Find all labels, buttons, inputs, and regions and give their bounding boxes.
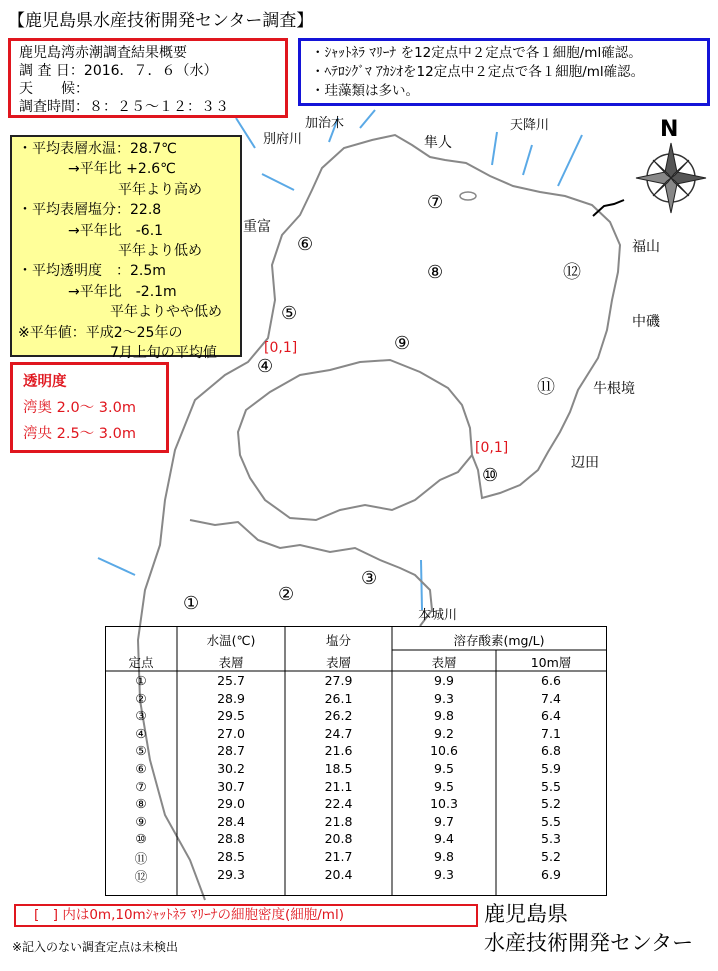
col-subheader-do-10m: 10m層 bbox=[530, 655, 572, 670]
transparency-title: 透明度 bbox=[23, 374, 67, 390]
table-cell-sal: 21.6 bbox=[324, 743, 353, 759]
station-2: ② bbox=[278, 584, 295, 605]
sakurajima-outline bbox=[238, 360, 472, 520]
table-cell-do_10: 5.5 bbox=[541, 813, 561, 829]
table-row bbox=[105, 726, 607, 743]
table-cell-do_s: 9.5 bbox=[434, 778, 454, 794]
table-cell-sal: 18.5 bbox=[324, 761, 353, 776]
table-cell-st: ② bbox=[135, 690, 147, 706]
avg-transparency: ・平均透明度 ：2.5m bbox=[18, 263, 166, 280]
table-row bbox=[105, 761, 607, 778]
place-ushinekyo: 牛根境 bbox=[593, 381, 635, 397]
col-header-temp: 水温(℃) bbox=[206, 633, 256, 648]
table-cell-do_10: 5.2 bbox=[541, 849, 561, 864]
table-cell-st: ⑫ bbox=[134, 868, 148, 884]
table-cell-st: ⑥ bbox=[135, 761, 147, 776]
station-11: ⑪ bbox=[537, 377, 555, 398]
table-cell-do_10: 7.4 bbox=[541, 690, 561, 706]
table-cell-st: ⑨ bbox=[135, 813, 147, 829]
place-amori: 天降川 bbox=[510, 118, 550, 133]
table-cell-sal: 21.7 bbox=[324, 849, 353, 864]
col-header-do: 溶存酸素(mg/L) bbox=[453, 633, 545, 648]
summary-title: 鹿児島湾赤潮調査結果概要 bbox=[19, 45, 187, 61]
table-row bbox=[105, 796, 607, 813]
lower-coastline bbox=[190, 520, 432, 626]
table-cell-do_s: 9.5 bbox=[434, 761, 454, 776]
place-fukuyama: 福山 bbox=[632, 239, 660, 255]
organization-name-2: 水産技術開発センター bbox=[484, 931, 694, 955]
river-line bbox=[98, 558, 135, 575]
table-cell-temp: 30.2 bbox=[217, 761, 245, 776]
avg-salinity: ・平均表層塩分：22.8 bbox=[18, 202, 162, 219]
transparency-box bbox=[10, 362, 169, 453]
table-row bbox=[105, 867, 607, 884]
station-9: ⑨ bbox=[394, 333, 411, 354]
table-row bbox=[105, 743, 607, 760]
observation-line: ・ﾍﾃﾛｼｸﾞﾏ ｱｶｼｵを12定点中２定点で各１細胞/ml確認。 bbox=[311, 64, 645, 80]
avg-temp-note: 平年より高め bbox=[118, 181, 202, 198]
observation-line: ・珪藻類は多い。 bbox=[311, 83, 419, 99]
table-cell-do_10: 7.1 bbox=[541, 725, 561, 741]
table-row bbox=[105, 673, 607, 690]
table-cell-do_s: 10.3 bbox=[430, 796, 458, 812]
table-cell-do_s: 9.3 bbox=[434, 690, 454, 706]
avg-temp-diff: →平年比 +2.6℃ bbox=[68, 161, 176, 178]
col-header-station: 定点 bbox=[128, 655, 154, 670]
table-cell-sal: 27.9 bbox=[324, 673, 353, 688]
table-cell-st: ⑧ bbox=[135, 796, 147, 812]
place-honjo: 本城川 bbox=[418, 608, 458, 623]
table-row bbox=[105, 708, 607, 725]
table-cell-sal: 24.7 bbox=[324, 725, 353, 741]
table-cell-temp: 28.5 bbox=[217, 849, 245, 864]
river-line bbox=[262, 174, 294, 190]
table-cell-temp: 28.8 bbox=[217, 831, 245, 847]
table-cell-do_s: 9.3 bbox=[434, 866, 454, 882]
place-kajiki: 加治木 bbox=[305, 116, 345, 131]
table-cell-st: ⑤ bbox=[135, 743, 147, 759]
station-5: ⑤ bbox=[281, 303, 298, 324]
table-cell-sal: 20.4 bbox=[324, 866, 353, 882]
table-cell-do_s: 9.8 bbox=[434, 708, 454, 724]
survey-time: 調査時間：８：２５～１２：３３ bbox=[19, 99, 229, 115]
compass-north-label: N bbox=[660, 117, 679, 142]
table-cell-temp: 29.5 bbox=[217, 708, 245, 724]
table-cell-do_s: 9.2 bbox=[434, 725, 454, 741]
station-1: ① bbox=[183, 593, 200, 614]
table-cell-do_10: 6.4 bbox=[541, 708, 561, 724]
table-cell-temp: 28.7 bbox=[217, 743, 245, 759]
station-3: ③ bbox=[361, 568, 378, 589]
table-cell-temp: 28.9 bbox=[217, 690, 245, 706]
table-cell-do_s: 9.9 bbox=[434, 673, 454, 688]
station-10: ⑩ bbox=[482, 465, 499, 486]
table-cell-sal: 21.8 bbox=[324, 813, 353, 829]
table-row bbox=[105, 849, 607, 866]
normal-value-note-2: 7月上旬の平均値 bbox=[110, 345, 217, 362]
table-row bbox=[105, 814, 607, 831]
station-4-density-label: [0,1] bbox=[264, 340, 298, 356]
table-cell-do_s: 9.4 bbox=[434, 831, 454, 847]
table-cell-temp: 29.0 bbox=[217, 796, 245, 812]
avg-transparency-note: 平年よりやや低め bbox=[110, 304, 222, 321]
table-cell-temp: 28.4 bbox=[217, 813, 245, 829]
compass-icon bbox=[636, 143, 706, 213]
place-hayato: 隼人 bbox=[424, 135, 452, 151]
col-subheader-sal-surface: 表層 bbox=[325, 655, 351, 670]
station-10-density-label: [0,1] bbox=[475, 440, 509, 456]
table-cell-do_s: 9.8 bbox=[434, 849, 454, 864]
density-note-box: [ ] 内は0m,10mｼｬｯﾄﾈﾗ ﾏﾘｰﾅの細胞密度(細胞/ml) bbox=[14, 904, 478, 927]
page-title: 【鹿児島県水産技術開発センター調査】 bbox=[8, 11, 314, 31]
footnote: ※記入のない調査定点は未検出 bbox=[12, 940, 179, 954]
table-row bbox=[105, 779, 607, 796]
table-cell-do_10: 5.9 bbox=[541, 761, 561, 776]
table-row bbox=[105, 691, 607, 708]
table-cell-do_s: 10.6 bbox=[430, 743, 458, 759]
place-hetada: 辺田 bbox=[571, 455, 599, 471]
table-cell-do_10: 5.3 bbox=[541, 831, 561, 847]
river-line bbox=[421, 560, 422, 610]
place-nakaiso: 中磯 bbox=[632, 314, 660, 330]
table-cell-st: ④ bbox=[135, 725, 147, 741]
avg-salinity-diff: →平年比 -6.1 bbox=[68, 222, 164, 239]
table-cell-temp: 25.7 bbox=[217, 673, 245, 688]
table-cell-st: ⑦ bbox=[135, 778, 147, 794]
transparency-central-bay: 湾央 2.5～ 3.0m bbox=[23, 426, 136, 442]
fukuyama-road bbox=[593, 200, 624, 216]
table-cell-st: ① bbox=[135, 673, 147, 688]
station-8: ⑧ bbox=[427, 262, 444, 283]
table-cell-do_10: 5.2 bbox=[541, 796, 561, 812]
col-header-salinity: 塩分 bbox=[325, 633, 351, 648]
col-subheader-temp-surface: 表層 bbox=[218, 655, 244, 670]
table-cell-do_10: 6.6 bbox=[541, 673, 561, 688]
river-line bbox=[523, 145, 532, 175]
table-cell-temp: 29.3 bbox=[217, 866, 245, 882]
place-shigetomi: 重富 bbox=[243, 219, 271, 235]
avg-temp: ・平均表層水温：28.7℃ bbox=[18, 141, 177, 157]
station-12: ⑫ bbox=[563, 262, 581, 283]
table-cell-do_10: 5.5 bbox=[541, 778, 561, 794]
observation-line: ・ｼｬｯﾄﾈﾗ ﾏﾘｰﾅ を12定点中２定点で各１細胞/ml確認。 bbox=[311, 45, 642, 61]
normal-value-note: ※平年値：平成2～25年の bbox=[18, 324, 183, 341]
station-6: ⑥ bbox=[297, 234, 314, 255]
station-4: ④ bbox=[257, 356, 274, 377]
table-cell-temp: 27.0 bbox=[217, 725, 245, 741]
river-line bbox=[558, 135, 582, 186]
river-line bbox=[360, 110, 375, 128]
avg-salinity-note: 平年より低め bbox=[118, 243, 202, 260]
transparency-inner-bay: 湾奥 2.0～ 3.0m bbox=[23, 400, 136, 416]
col-subheader-do-surface: 表層 bbox=[431, 655, 457, 670]
island bbox=[460, 192, 476, 200]
table-cell-sal: 21.1 bbox=[324, 778, 353, 794]
observation-box bbox=[298, 38, 710, 106]
avg-transparency-diff: →平年比 -2.1m bbox=[68, 283, 177, 300]
table-cell-temp: 30.7 bbox=[217, 778, 245, 794]
river-line bbox=[492, 132, 497, 165]
table-cell-do_s: 9.7 bbox=[434, 813, 454, 829]
organization-name-1: 鹿児島県 bbox=[484, 902, 568, 926]
table-cell-do_10: 6.8 bbox=[541, 743, 561, 759]
table-row bbox=[105, 831, 607, 848]
table-cell-sal: 22.4 bbox=[324, 796, 353, 812]
place-befu: 別府川 bbox=[263, 132, 303, 147]
table-cell-sal: 26.1 bbox=[324, 690, 353, 706]
survey-summary-box bbox=[8, 38, 288, 118]
table-cell-sal: 20.8 bbox=[324, 831, 353, 847]
data-table bbox=[105, 626, 607, 896]
table-cell-st: ③ bbox=[135, 708, 147, 724]
table-cell-sal: 26.2 bbox=[324, 708, 353, 724]
table-cell-do_10: 6.9 bbox=[541, 866, 561, 882]
weather: 天 候： bbox=[19, 81, 89, 97]
table-cell-st: ⑩ bbox=[135, 831, 147, 847]
station-7: ⑦ bbox=[427, 192, 444, 213]
survey-date: 調 査 日：2016．７．６（水） bbox=[19, 63, 218, 79]
table-cell-st: ⑪ bbox=[134, 851, 148, 866]
average-stats-box bbox=[10, 135, 242, 362]
